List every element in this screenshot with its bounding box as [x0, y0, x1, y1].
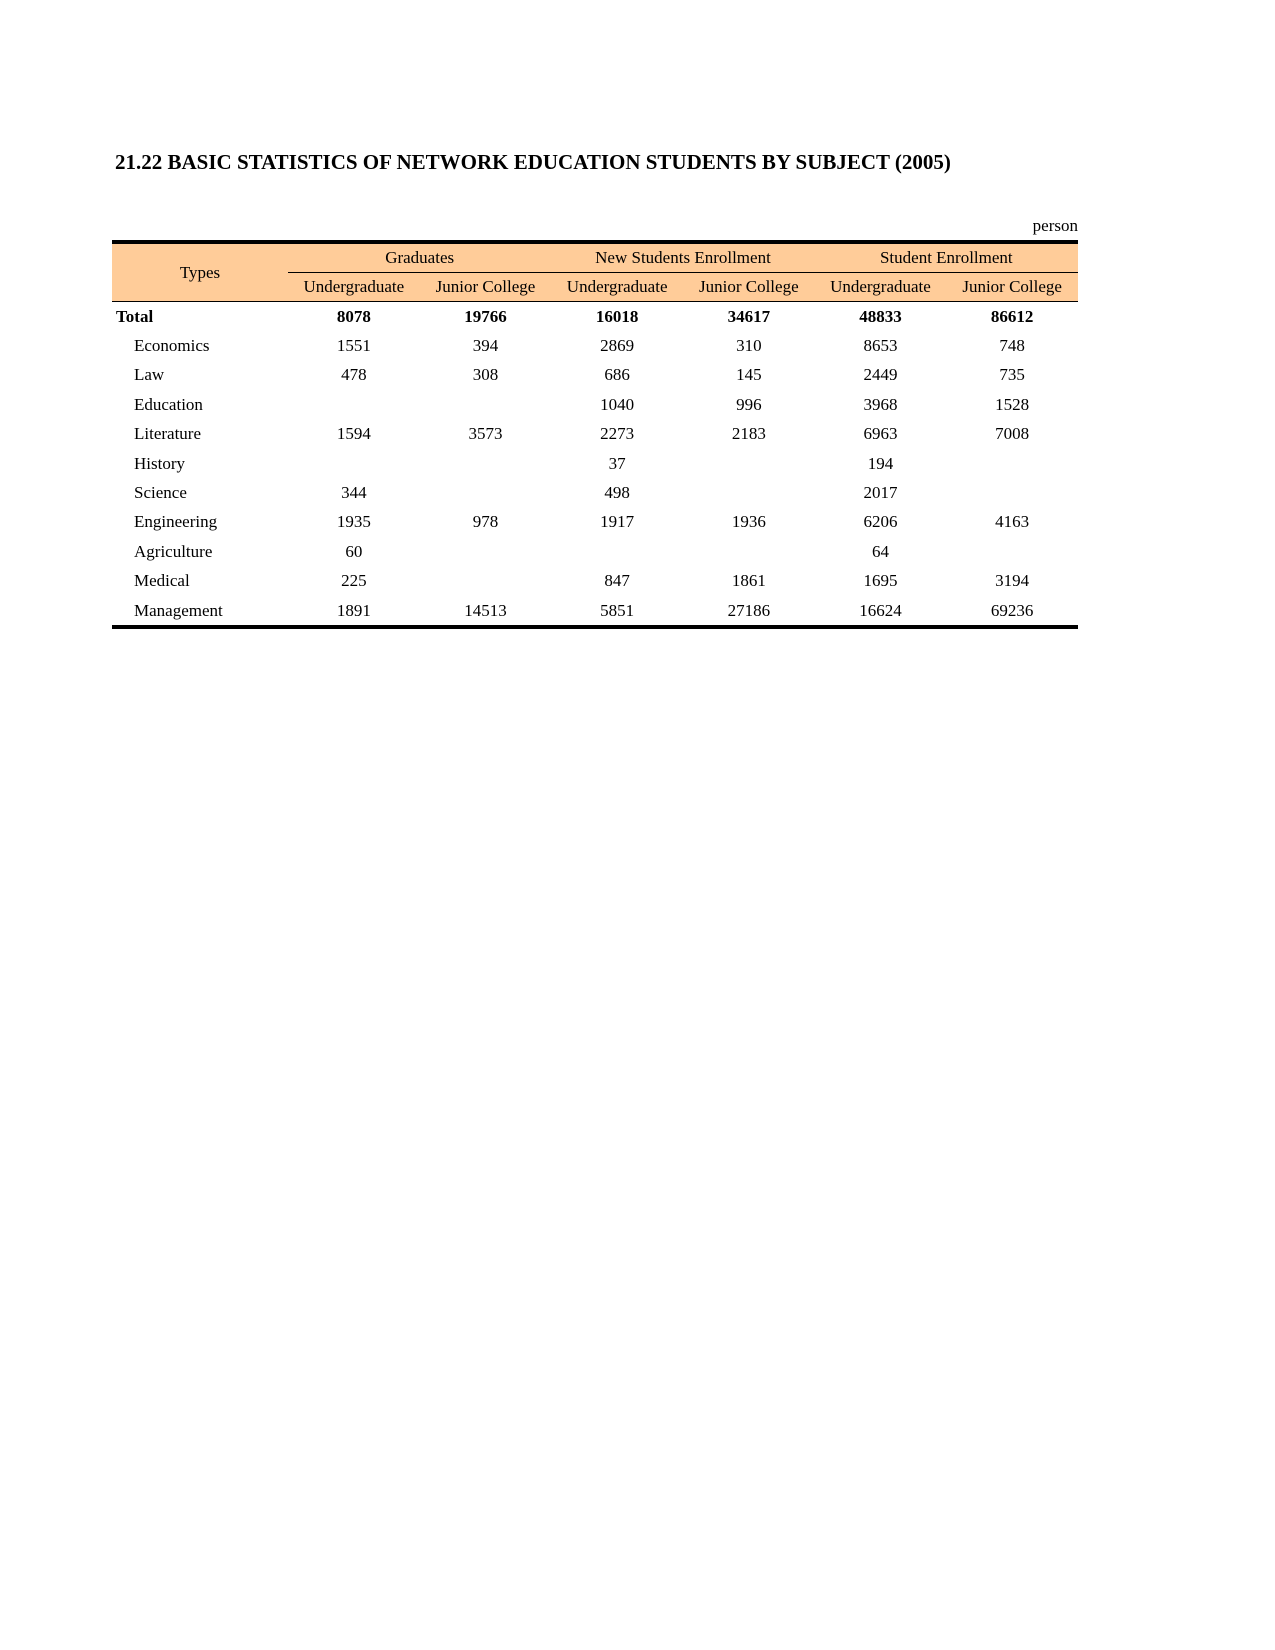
table-cell: 48833 — [859, 306, 902, 326]
table-cell: 478 — [341, 365, 367, 385]
table-cell: 1936 — [731, 512, 766, 532]
table-cell: 1917 — [600, 512, 635, 532]
table-row — [112, 390, 1078, 419]
statistics-table-container — [112, 240, 1078, 629]
total-row — [112, 302, 1078, 332]
subcolumn-header: Undergraduate — [815, 273, 947, 302]
row-label: Law — [134, 365, 165, 385]
table-row — [112, 596, 1078, 627]
table-cell: 748 — [999, 336, 1025, 356]
table-cell: 1040 — [600, 394, 635, 414]
group-header-student-enrollment: Student Enrollment — [815, 242, 1078, 273]
subcolumn-header: Undergraduate — [551, 273, 683, 302]
table-cell: 1891 — [288, 596, 420, 627]
table-cell — [420, 449, 552, 478]
table-cell — [946, 537, 1078, 566]
page-title: 21.22 BASIC STATISTICS OF NETWORK EDUCATION STUDENTS BY SUBJECT (2005) — [115, 150, 951, 174]
row-label: History — [134, 453, 185, 473]
subcolumn-header: Junior College — [683, 273, 815, 302]
table-cell: 8653 — [863, 336, 898, 356]
table-cell — [683, 537, 815, 566]
table-cell: 7008 — [995, 424, 1030, 444]
unit-label: person — [1032, 216, 1078, 235]
table-cell — [683, 478, 815, 507]
row-label: Agriculture — [134, 541, 213, 561]
header-row-groups — [112, 242, 1078, 273]
table-cell — [420, 537, 552, 566]
statistics-table — [112, 240, 1078, 629]
subcolumn-header: Undergraduate — [288, 273, 420, 302]
table-cell: 60 — [345, 541, 363, 561]
table-cell: 847 — [604, 571, 630, 591]
table-row — [112, 508, 1078, 537]
table-row — [112, 449, 1078, 478]
table-cell: 1935 — [336, 512, 371, 532]
table-cell: 145 — [736, 365, 762, 385]
subcolumn-header: Junior College — [420, 273, 552, 302]
row-label: Medical — [134, 571, 190, 591]
row-label: Literature — [134, 424, 202, 444]
table-cell: 3573 — [468, 424, 503, 444]
table-cell: 1861 — [731, 571, 766, 591]
table-row — [112, 361, 1078, 390]
table-cell: 27186 — [683, 596, 815, 627]
table-cell: 4163 — [995, 512, 1030, 532]
group-header-new-students-enrollment: New Students Enrollment — [551, 242, 814, 273]
table-cell: 344 — [341, 483, 367, 503]
table-cell: 978 — [472, 512, 499, 532]
table-cell: 686 — [604, 365, 630, 385]
table-cell: 3968 — [863, 394, 898, 414]
table-row — [112, 537, 1078, 566]
row-label: Science — [134, 483, 187, 503]
table-cell: 19766 — [464, 306, 507, 326]
table-cell: 14513 — [420, 596, 552, 627]
table-header — [112, 242, 1078, 302]
table-cell: 1528 — [995, 394, 1030, 414]
table-cell: 34617 — [727, 306, 771, 326]
table-cell: 86612 — [990, 306, 1034, 326]
table-cell: 16624 — [815, 596, 947, 627]
table-cell: 1594 — [336, 424, 371, 444]
table-cell: 1551 — [336, 336, 371, 356]
table-cell — [946, 478, 1078, 507]
table-row — [112, 331, 1078, 360]
table-cell: 1695 — [863, 571, 898, 591]
table-cell: 2869 — [600, 336, 635, 356]
table-cell: 6206 — [863, 512, 898, 532]
table-cell: 16018 — [595, 306, 639, 326]
row-label: Total — [116, 306, 154, 326]
table-cell: 2017 — [863, 483, 898, 503]
table-cell: 2449 — [863, 365, 898, 385]
group-header-graduates: Graduates — [288, 242, 551, 273]
table-cell — [288, 390, 420, 419]
table-row — [112, 567, 1078, 596]
table-cell: 3194 — [995, 571, 1030, 591]
table-cell: 37 — [608, 453, 626, 473]
table-cell — [420, 390, 552, 419]
table-cell: 996 — [736, 394, 762, 414]
table-cell: 2273 — [600, 424, 635, 444]
types-header: Types — [112, 242, 288, 302]
table-cell: 69236 — [946, 596, 1078, 627]
table-cell: 308 — [472, 365, 499, 385]
table-cell — [683, 449, 815, 478]
row-label: Management — [112, 596, 288, 627]
table-cell — [946, 449, 1078, 478]
subcolumn-header: Junior College — [946, 273, 1078, 302]
table-cell: 2183 — [731, 424, 766, 444]
row-label: Engineering — [134, 512, 218, 532]
table-row — [112, 420, 1078, 449]
table-cell: 194 — [867, 453, 894, 473]
table-cell: 6963 — [863, 424, 898, 444]
table-cell: 735 — [999, 365, 1025, 385]
row-label: Economics — [134, 336, 210, 356]
table-body — [112, 302, 1078, 628]
table-cell: 225 — [341, 571, 367, 591]
table-cell: 8078 — [336, 306, 371, 326]
table-cell — [551, 537, 683, 566]
table-cell: 394 — [472, 336, 499, 356]
table-row — [112, 478, 1078, 507]
table-cell: 310 — [736, 336, 762, 356]
table-cell: 5851 — [551, 596, 683, 627]
table-cell: 498 — [604, 483, 630, 503]
row-label: Education — [134, 394, 203, 414]
table-cell: 64 — [871, 541, 889, 561]
table-cell — [420, 567, 552, 596]
table-cell — [288, 449, 420, 478]
table-cell — [420, 478, 552, 507]
